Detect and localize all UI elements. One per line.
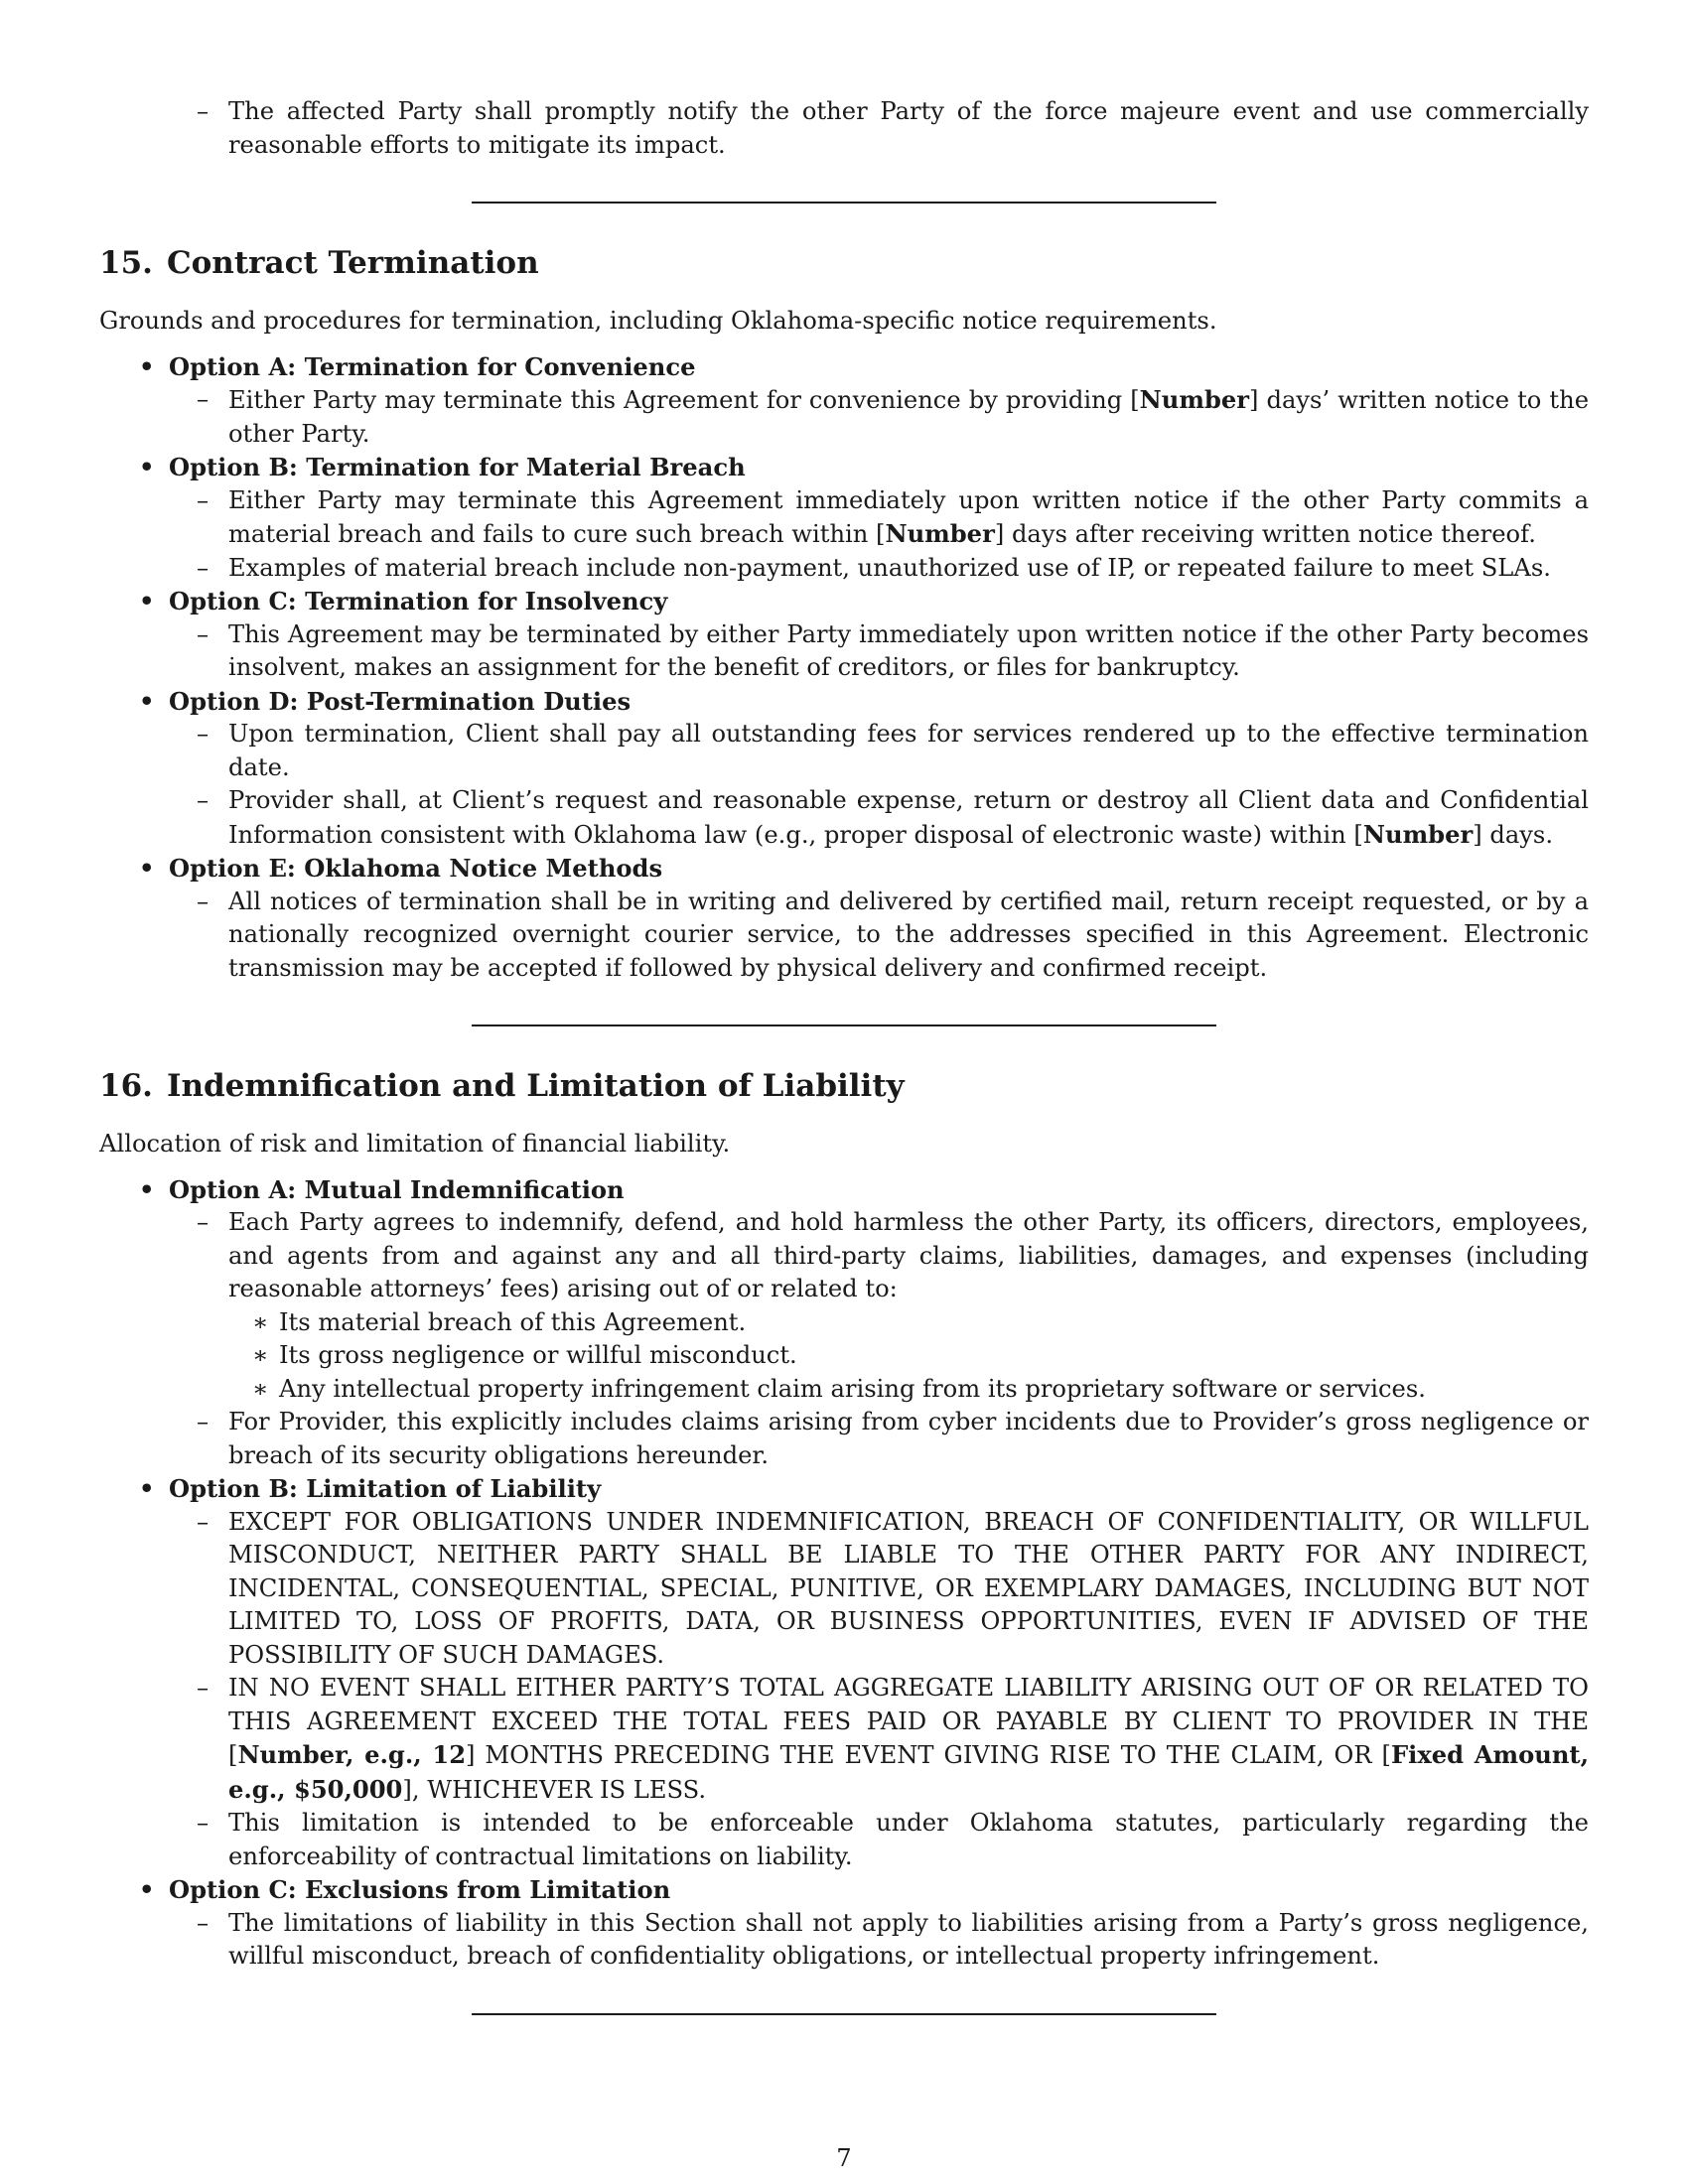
section-heading-16 [99,1066,1589,1106]
bullet-marker: • [139,686,155,716]
option-title: Option A: Termination for Convenience [169,351,696,381]
bullet-marker: • [139,1875,155,1904]
item-text: Examples of material breach include non-payment, unauthorized use of IP, or repeated failure to meet SLAs. [228,553,1551,582]
star-marker: ∗ [252,1307,269,1336]
option-title: Option C: Termination for Insolvency [169,587,668,615]
section-number: 15. [99,245,153,281]
placeholder: Number [885,519,995,548]
sub-list-item [99,1373,1589,1407]
item-text: Any intellectual property infringement claim arising from its proprietary software or services. [279,1374,1426,1403]
list-item [99,618,1589,685]
dash-marker: – [197,1507,210,1536]
placeholder: Number [1139,385,1250,414]
bullet-marker: • [139,854,155,883]
list-item [99,1506,1589,1673]
dash-marker: – [197,786,210,814]
section-divider [472,202,1216,204]
option-heading [99,350,1589,384]
option-heading [99,451,1589,484]
placeholder: Fixed Amount, e.g., $50,000 [228,1740,1589,1804]
list-item [99,784,1589,852]
star-marker: ∗ [252,1374,269,1403]
item-text-mid: ] MONTHS PRECEDING THE EVENT GIVING RISE TO THE CLAIM, OR [ [466,1741,1391,1769]
option-heading [99,1173,1589,1207]
item-text: For Provider, this explicitly includes claims arising from cyber incidents due to Provider’s gross negligence or breach of its security obligations hereunder. [228,1408,1589,1469]
item-text-post: ], WHICHEVER IS LESS. [402,1775,707,1804]
option-title: Option A: Mutual Indemnification [169,1174,625,1204]
bullet-marker: • [139,1174,155,1204]
placeholder: Number [1362,819,1474,849]
item-text: Its material breach of this Agreement. [279,1307,747,1336]
item-text: The affected Party shall promptly notify the other Party of the force majeure event and use commercially reasonable efforts to mitigate its impact. [228,97,1589,159]
dash-marker: – [197,720,210,748]
placeholder: Number, e.g., 12 [237,1740,467,1769]
section-intro: Allocation of risk and limitation of financial liability. [99,1130,731,1158]
dash-marker: – [197,1908,210,1937]
dash-marker: – [197,1674,210,1702]
item-text-post: ] days after receiving written notice thereof. [994,520,1536,548]
document-page [99,95,1589,2015]
item-text: Upon termination, Client shall pay all outstanding fees for services rendered up to the effective termination date. [228,720,1589,781]
option-heading [99,585,1589,618]
item-text: All notices of termination shall be in writing and delivered by certified mail, return receipt requested, or by a nationally recognized overnight courier service, to the addresses specified in this Agreement. Electronic transmission may be accepted if followed by physical delivery and confirmed receipt. [228,887,1589,982]
section-title: Contract Termination [166,245,539,281]
page-number: 7 [836,2144,852,2172]
dash-marker: – [197,385,210,413]
dash-marker: – [197,553,210,582]
sub-list-item [99,1339,1589,1373]
item-text: Its gross negligence or willful misconduct. [279,1341,797,1369]
dash-marker: – [197,1208,210,1236]
star-marker: ∗ [252,1341,269,1369]
list-item [99,886,1589,986]
item-text-post: ] days’ written notice to the other Party. [228,386,1590,448]
bullet-marker: • [139,351,155,381]
section-divider [472,1024,1216,1026]
list-item [99,1672,1589,1807]
item-text: This Agreement may be terminated by either Party immediately upon written notice if the other Party becomes insolvent, makes an assignment for the benefit of creditors, or files for bankruptcy. [228,619,1589,681]
list-item [99,552,1589,586]
item-text-pre: Either Party may terminate this Agreement immediately upon written notice if the other Party commits a material breach and fails to cure such breach within [ [228,485,1589,548]
item-text: This limitation is intended to be enforceable under Oklahoma statutes, particularly regarding the enforceability of contractual limitations on liability. [228,1809,1589,1870]
list-item [99,718,1589,784]
option-heading [99,1472,1589,1506]
section-title: Indemnification and Limitation of Liability [166,1068,905,1104]
dash-marker: – [197,887,210,915]
dash-marker: – [197,97,210,125]
list-item [99,1406,1589,1472]
item-text: The limitations of liability in this Section shall not apply to liabilities arising from a Party’s gross negligence, willful misconduct, breach of confidentiality obligations, or intellectual property infringement. [228,1908,1589,1970]
option-title: Option B: Limitation of Liability [169,1474,602,1503]
bullet-marker: • [139,453,155,481]
list-item [99,383,1589,451]
item-text: Each Party agrees to indemnify, defend, and hold harmless the other Party, its officers, directors, employees, and agents from and against any and all third-party claims, liabilities, damages, and expenses (including reasonable attorneys’ fees) arising out of or related to: [228,1208,1589,1302]
item-text-pre: Either Party may terminate this Agreement for convenience by providing [ [228,386,1140,414]
option-title: Option C: Exclusions from Limitation [169,1875,671,1904]
section-heading-15 [99,243,1589,283]
bullet-marker: • [139,587,155,615]
option-heading [99,852,1589,886]
option-title: Option E: Oklahoma Notice Methods [169,854,663,883]
dash-marker: – [197,1809,210,1837]
list-item [99,1206,1589,1306]
section-number: 16. [99,1068,153,1104]
list-item [99,484,1589,552]
dash-marker: – [197,619,210,648]
section-divider [472,2013,1216,2015]
sub-list-item [99,1306,1589,1340]
dash-marker: – [197,1408,210,1435]
dash-marker: – [197,485,210,514]
list-item [99,1907,1589,1974]
option-heading [99,1873,1589,1907]
item-text: EXCEPT FOR OBLIGATIONS UNDER INDEMNIFICATION, BREACH OF CONFIDENTIALITY, OR WILLFUL MISCONDUCT, NEITHER PARTY SHALL BE LIABLE TO THE OTHER PARTY FOR ANY INDIRECT, INCIDENTAL, CONSEQUENTIAL, SPECIAL, PUNITIVE, OR EXEMPLARY DAMAGES, INCLUDING BUT NOT LIMITED TO, LOSS OF PROFITS, DATA, OR BUSINESS OPPORTUNITIES, EVEN IF ADVISED OF THE POSSIBILITY OF SUCH DAMAGES. [228,1507,1589,1669]
item-text-pre: Provider shall, at Client’s request and reasonable expense, return or destroy all Client data and Confidential Information consistent with Oklahoma law (e.g., proper disposal of electronic waste) within [ [228,786,1589,849]
item-text-post: ] days. [1473,820,1554,849]
section-intro: Grounds and procedures for termination, including Oklahoma-specific notice requirements. [99,307,1217,335]
list-item [99,1807,1589,1873]
option-title: Option B: Termination for Material Breach [169,453,746,481]
item-text-pre: IN NO EVENT SHALL EITHER PARTY’S TOTAL AGGREGATE LIABILITY ARISING OUT OF OR RELATED TO THIS AGREEMENT EXCEED THE TOTAL FEES PAID OR PAYABLE BY CLIENT TO PROVIDER IN THE [ [228,1674,1589,1769]
option-heading [99,685,1589,719]
bullet-marker: • [139,1474,155,1503]
option-title: Option D: Post-Termination Duties [169,686,632,716]
list-item [99,95,1589,162]
